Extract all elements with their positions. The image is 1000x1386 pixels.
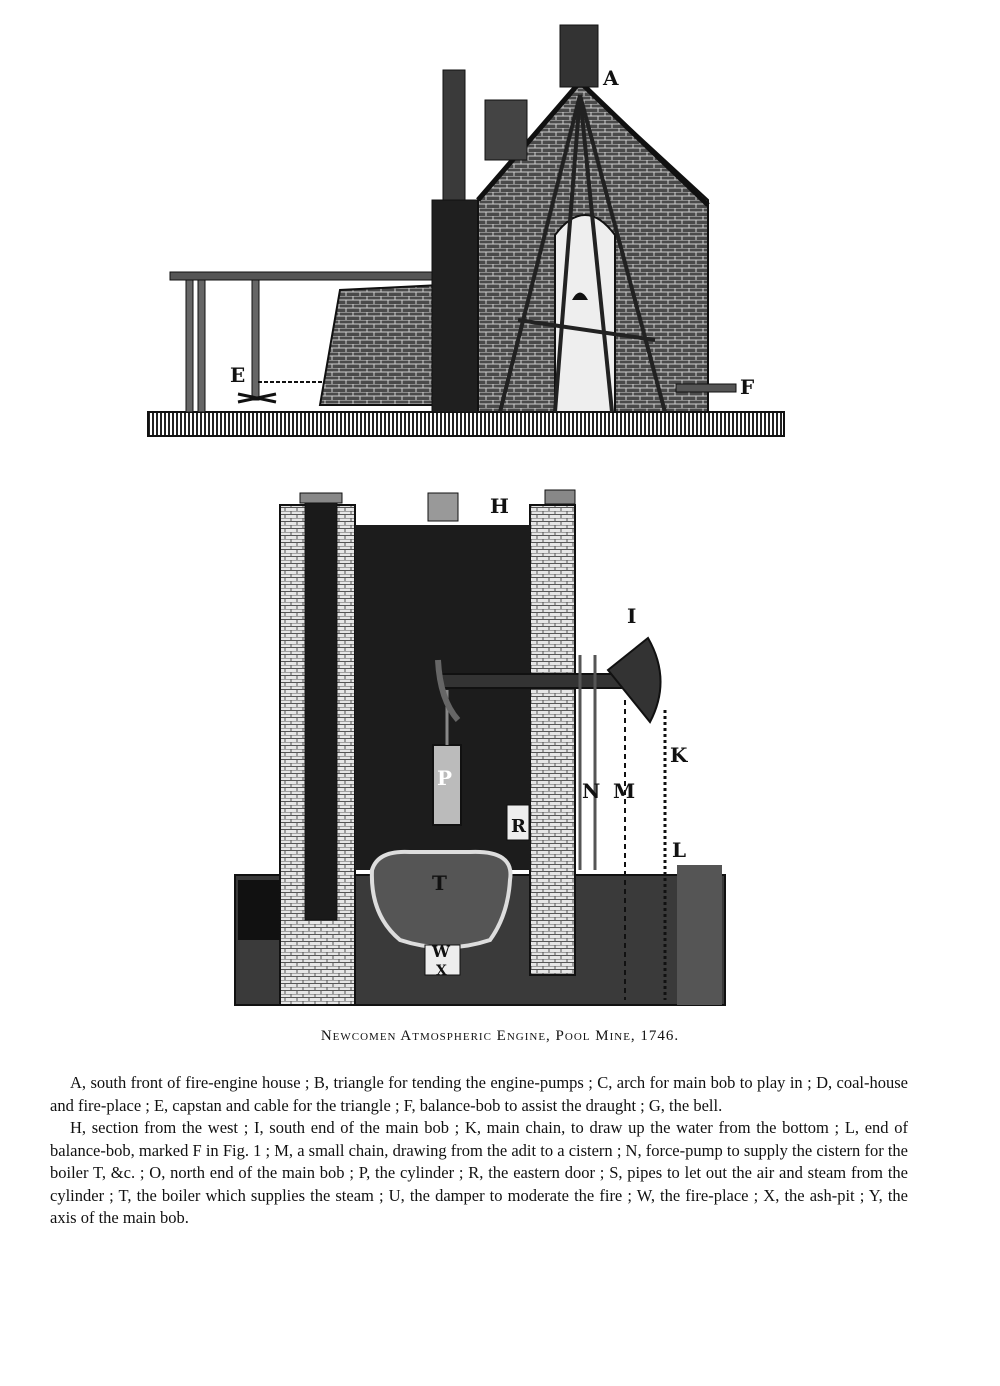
label-x: X <box>436 963 447 979</box>
label-e: E <box>230 363 246 387</box>
label-t: T <box>432 871 447 895</box>
label-l: L <box>672 838 687 862</box>
label-m: M <box>613 779 636 803</box>
label-a: A <box>603 66 619 90</box>
fire-engine-house-exterior <box>148 25 784 436</box>
label-h: H <box>490 494 509 518</box>
label-p: P <box>437 766 453 790</box>
figure-legend <box>50 1072 908 1230</box>
label-n: N <box>582 779 601 803</box>
label-f: F <box>740 375 755 399</box>
engine-house-section <box>235 490 725 1005</box>
label-k: K <box>670 743 688 767</box>
label-w: W <box>432 942 450 961</box>
legend-paragraph-section: H, section from the west ; I, south end of the main bob ; K, main chain, to draw up the water from the bottom ; L, end of balance-bob, marked F in Fig. 1 ; M, a small chain, drawing from the adit to a cistern ; N, force-pump to supply the cistern for the boiler T, &c. ; O, north end of the main bob ; P, the cylinder ; R, the eastern door ; S, pipes to let out the air and steam from the cylinder ; T, the boiler which supplies the steam ; U, the damper to moderate the fire ; W, the fire-place ; X, the ash-pit ; Y, the axis of the main bob. <box>50 1118 908 1227</box>
label-i: I <box>627 604 637 628</box>
legend-paragraph-top: A, south front of fire-engine house ; B, triangle for tending the engine-pumps ; C, arch for main bob to play in ; D, coal-house and fire-place ; E, capstan and cable for the triangle ; F, balance-bob to assist the draught ; G, the bell. <box>50 1073 908 1115</box>
figure-caption: Newcomen Atmospheric Engine, Pool Mine, 1746. <box>320 1028 680 1044</box>
label-r: R <box>511 816 526 837</box>
